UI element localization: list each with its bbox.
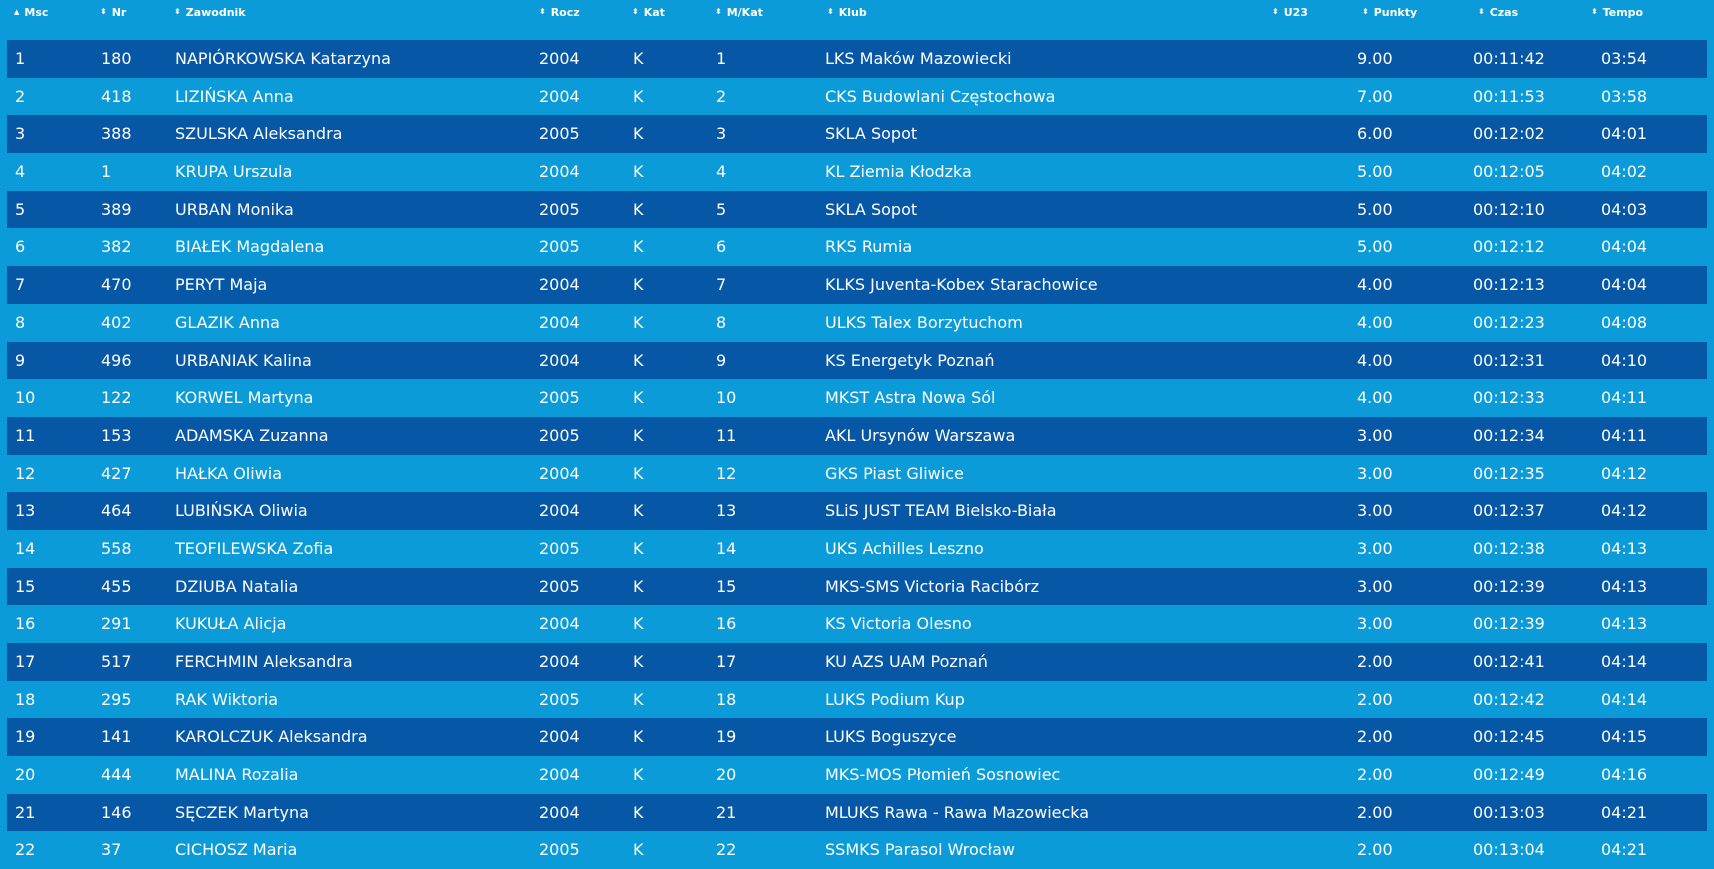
header-rocz-label: Rocz xyxy=(550,5,580,19)
time-cell: 00:12:41 xyxy=(1473,652,1545,671)
header-tempo[interactable] xyxy=(1591,4,1643,20)
sort-ascending-icon: ▲ xyxy=(14,7,20,16)
sort-icon: ⬍ xyxy=(100,7,107,16)
results-table xyxy=(7,40,1707,869)
bib-number-cell: 470 xyxy=(101,275,132,295)
points-cell: 3.00 xyxy=(1357,425,1393,445)
table-row[interactable] xyxy=(7,568,1707,606)
category-cell: K xyxy=(633,614,644,634)
points-cell: 6.00 xyxy=(1357,124,1393,144)
birth-year-cell: 2004 xyxy=(539,501,580,521)
category-cell: K xyxy=(633,689,644,709)
table-row[interactable] xyxy=(7,455,1707,493)
athlete-name-cell: HAŁKA Oliwia xyxy=(175,463,283,483)
header-czas-label: Czas xyxy=(1489,5,1519,19)
athlete-name-cell: SĘCZEK Martyna xyxy=(175,802,309,822)
category-place-cell: 2 xyxy=(716,86,727,106)
table-row[interactable] xyxy=(7,115,1707,153)
pace-cell: 04:02 xyxy=(1601,162,1648,182)
category-cell: K xyxy=(633,350,644,370)
table-row[interactable] xyxy=(7,831,1707,869)
pace-cell: 04:13 xyxy=(1601,538,1648,558)
pace-cell: 04:03 xyxy=(1601,199,1648,219)
place-cell: 3 xyxy=(15,124,26,144)
header-tempo-label: Tempo xyxy=(1602,5,1644,19)
bib-number-cell: 427 xyxy=(101,463,132,483)
pace-cell: 04:11 xyxy=(1601,425,1648,445)
bib-number-cell: 295 xyxy=(101,689,132,709)
time-cell: 00:12:23 xyxy=(1473,312,1545,332)
birth-year-cell: 2004 xyxy=(539,275,580,295)
table-row[interactable] xyxy=(7,379,1707,417)
points-cell: 2.00 xyxy=(1357,727,1393,747)
bib-number-cell: 122 xyxy=(101,388,132,408)
time-cell: 00:12:02 xyxy=(1473,124,1545,144)
category-place-cell: 7 xyxy=(716,275,727,295)
bib-number-cell: 37 xyxy=(101,840,122,860)
category-cell: K xyxy=(633,162,644,182)
athlete-name-cell: BIAŁEK Magdalena xyxy=(175,237,325,257)
category-cell: K xyxy=(633,538,644,558)
points-cell: 3.00 xyxy=(1357,614,1393,634)
table-row[interactable] xyxy=(7,266,1707,304)
sort-icon: ⬍ xyxy=(827,7,834,16)
header-mkat-label: M/Kat xyxy=(726,5,763,19)
table-row[interactable] xyxy=(7,78,1707,116)
athlete-name-cell: KUKUŁA Alicja xyxy=(175,614,287,634)
header-kat-label: Kat xyxy=(643,5,665,19)
category-place-cell: 22 xyxy=(716,840,737,860)
category-cell: K xyxy=(633,802,644,822)
points-cell: 3.00 xyxy=(1357,501,1393,521)
category-cell: K xyxy=(633,463,644,483)
birth-year-cell: 2005 xyxy=(539,237,580,257)
table-row[interactable] xyxy=(7,40,1707,78)
points-cell: 2.00 xyxy=(1357,840,1393,860)
club-cell: MKST Astra Nowa Sól xyxy=(825,388,996,408)
category-cell: K xyxy=(633,237,644,257)
time-cell: 00:13:03 xyxy=(1473,802,1545,822)
pace-cell: 04:21 xyxy=(1601,840,1648,860)
athlete-name-cell: DZIUBA Natalia xyxy=(175,576,299,596)
sort-icon: ⬍ xyxy=(1362,7,1369,16)
header-rocz[interactable] xyxy=(539,4,580,20)
category-place-cell: 5 xyxy=(716,199,727,219)
time-cell: 00:12:35 xyxy=(1473,463,1545,483)
category-cell: K xyxy=(633,765,644,785)
category-place-cell: 19 xyxy=(716,727,737,747)
header-u23-label: U23 xyxy=(1283,5,1308,19)
birth-year-cell: 2004 xyxy=(539,652,580,671)
points-cell: 4.00 xyxy=(1357,275,1393,295)
time-cell: 00:12:10 xyxy=(1473,199,1545,219)
table-row[interactable] xyxy=(7,756,1707,794)
place-cell: 1 xyxy=(15,49,26,68)
birth-year-cell: 2004 xyxy=(539,727,580,747)
time-cell: 00:12:37 xyxy=(1473,501,1545,521)
bib-number-cell: 402 xyxy=(101,312,132,332)
points-cell: 3.00 xyxy=(1357,576,1393,596)
club-cell: MKS-SMS Victoria Racibórz xyxy=(825,576,1039,596)
table-row[interactable] xyxy=(7,228,1707,266)
points-cell: 2.00 xyxy=(1357,652,1393,671)
time-cell: 00:12:39 xyxy=(1473,614,1545,634)
bib-number-cell: 389 xyxy=(101,199,132,219)
pace-cell: 04:04 xyxy=(1601,237,1648,257)
club-cell: RKS Rumia xyxy=(825,237,913,257)
pace-cell: 04:14 xyxy=(1601,652,1648,671)
category-place-cell: 20 xyxy=(716,765,737,785)
birth-year-cell: 2004 xyxy=(539,614,580,634)
club-cell: KL Ziemia Kłodzka xyxy=(825,162,972,182)
pace-cell: 04:13 xyxy=(1601,614,1648,634)
table-row[interactable] xyxy=(7,417,1707,455)
birth-year-cell: 2004 xyxy=(539,49,580,68)
time-cell: 00:12:34 xyxy=(1473,425,1545,445)
birth-year-cell: 2005 xyxy=(539,388,580,408)
time-cell: 00:12:38 xyxy=(1473,538,1545,558)
points-cell: 2.00 xyxy=(1357,689,1393,709)
category-cell: K xyxy=(633,86,644,106)
pace-cell: 04:13 xyxy=(1601,576,1648,596)
points-cell: 2.00 xyxy=(1357,802,1393,822)
category-place-cell: 12 xyxy=(716,463,737,483)
category-place-cell: 11 xyxy=(716,425,737,445)
birth-year-cell: 2005 xyxy=(539,199,580,219)
bib-number-cell: 558 xyxy=(101,538,132,558)
birth-year-cell: 2005 xyxy=(539,124,580,144)
time-cell: 00:12:49 xyxy=(1473,765,1545,785)
time-cell: 00:12:45 xyxy=(1473,727,1545,747)
athlete-name-cell: KORWEL Martyna xyxy=(175,388,314,408)
category-place-cell: 10 xyxy=(716,388,737,408)
athlete-name-cell: KAROLCZUK Aleksandra xyxy=(175,727,368,747)
bib-number-cell: 517 xyxy=(101,652,132,671)
place-cell: 9 xyxy=(15,350,26,370)
place-cell: 16 xyxy=(15,614,36,634)
pace-cell: 04:04 xyxy=(1601,275,1648,295)
category-place-cell: 16 xyxy=(716,614,737,634)
club-cell: MKS-MOS Płomień Sosnowiec xyxy=(825,765,1061,785)
place-cell: 4 xyxy=(15,162,26,182)
bib-number-cell: 382 xyxy=(101,237,132,257)
pace-cell: 03:54 xyxy=(1601,49,1648,68)
place-cell: 8 xyxy=(15,312,26,332)
points-cell: 9.00 xyxy=(1357,49,1393,68)
athlete-name-cell: TEOFILEWSKA Zofia xyxy=(175,538,334,558)
pace-cell: 03:58 xyxy=(1601,86,1648,106)
category-place-cell: 14 xyxy=(716,538,737,558)
athlete-name-cell: CICHOSZ Maria xyxy=(175,840,298,860)
category-cell: K xyxy=(633,840,644,860)
points-cell: 4.00 xyxy=(1357,350,1393,370)
birth-year-cell: 2005 xyxy=(539,689,580,709)
club-cell: KS Energetyk Poznań xyxy=(825,350,995,370)
points-cell: 2.00 xyxy=(1357,765,1393,785)
place-cell: 12 xyxy=(15,463,36,483)
bib-number-cell: 291 xyxy=(101,614,132,634)
header-punkty[interactable] xyxy=(1362,4,1417,20)
place-cell: 10 xyxy=(15,388,36,408)
header-nr-label: Nr xyxy=(111,5,127,19)
category-cell: K xyxy=(633,425,644,445)
bib-number-cell: 153 xyxy=(101,425,132,445)
birth-year-cell: 2004 xyxy=(539,765,580,785)
pace-cell: 04:10 xyxy=(1601,350,1648,370)
athlete-name-cell: URBANIAK Kalina xyxy=(175,350,312,370)
table-row[interactable] xyxy=(7,681,1707,719)
bib-number-cell: 418 xyxy=(101,86,132,106)
club-cell: ULKS Talex Borzytuchom xyxy=(825,312,1023,332)
header-kat[interactable] xyxy=(632,4,665,20)
points-cell: 4.00 xyxy=(1357,312,1393,332)
club-cell: KLKS Juventa-Kobex Starachowice xyxy=(825,275,1098,295)
category-place-cell: 4 xyxy=(716,162,727,182)
table-row[interactable] xyxy=(7,191,1707,229)
sort-icon: ⬍ xyxy=(1591,7,1598,16)
sort-icon: ⬍ xyxy=(632,7,639,16)
pace-cell: 04:14 xyxy=(1601,689,1648,709)
time-cell: 00:12:31 xyxy=(1473,350,1545,370)
category-cell: K xyxy=(633,501,644,521)
athlete-name-cell: FERCHMIN Aleksandra xyxy=(175,652,353,671)
club-cell: SLiS JUST TEAM Bielsko-Biała xyxy=(825,501,1057,521)
club-cell: LUKS Boguszyce xyxy=(825,727,957,747)
club-cell: CKS Budowlani Częstochowa xyxy=(825,86,1056,106)
athlete-name-cell: LUBIŃSKA Oliwia xyxy=(175,501,308,521)
table-header xyxy=(0,0,1714,32)
place-cell: 5 xyxy=(15,199,26,219)
club-cell: SKLA Sopot xyxy=(825,124,918,144)
pace-cell: 04:01 xyxy=(1601,124,1648,144)
pace-cell: 04:12 xyxy=(1601,501,1648,521)
header-mkat[interactable] xyxy=(715,4,763,20)
points-cell: 7.00 xyxy=(1357,86,1393,106)
sort-icon: ⬍ xyxy=(539,7,546,16)
category-place-cell: 17 xyxy=(716,652,737,671)
header-msc-label: Msc xyxy=(24,5,49,19)
table-row[interactable] xyxy=(7,342,1707,380)
pace-cell: 04:15 xyxy=(1601,727,1648,747)
birth-year-cell: 2004 xyxy=(539,162,580,182)
bib-number-cell: 388 xyxy=(101,124,132,144)
pace-cell: 04:11 xyxy=(1601,388,1648,408)
club-cell: MLUKS Rawa - Rawa Mazowiecka xyxy=(825,802,1090,822)
place-cell: 19 xyxy=(15,727,36,747)
pace-cell: 04:08 xyxy=(1601,312,1648,332)
bib-number-cell: 146 xyxy=(101,802,132,822)
club-cell: GKS Piast Gliwice xyxy=(825,463,964,483)
bib-number-cell: 496 xyxy=(101,350,132,370)
category-cell: K xyxy=(633,652,644,671)
table-row[interactable] xyxy=(7,304,1707,342)
birth-year-cell: 2004 xyxy=(539,463,580,483)
club-cell: KS Victoria Olesno xyxy=(825,614,972,634)
category-cell: K xyxy=(633,275,644,295)
time-cell: 00:12:42 xyxy=(1473,689,1545,709)
table-row[interactable] xyxy=(7,605,1707,643)
club-cell: SKLA Sopot xyxy=(825,199,918,219)
birth-year-cell: 2004 xyxy=(539,802,580,822)
sort-icon: ⬍ xyxy=(174,7,181,16)
birth-year-cell: 2004 xyxy=(539,312,580,332)
header-czas[interactable] xyxy=(1478,4,1518,20)
birth-year-cell: 2005 xyxy=(539,576,580,596)
table-row[interactable] xyxy=(7,492,1707,530)
sort-icon: ⬍ xyxy=(1272,7,1279,16)
points-cell: 4.00 xyxy=(1357,388,1393,408)
birth-year-cell: 2004 xyxy=(539,350,580,370)
club-cell: AKL Ursynów Warszawa xyxy=(825,425,1016,445)
athlete-name-cell: URBAN Monika xyxy=(175,199,294,219)
bib-number-cell: 141 xyxy=(101,727,132,747)
category-place-cell: 9 xyxy=(716,350,727,370)
club-cell: UKS Achilles Leszno xyxy=(825,538,984,558)
category-place-cell: 3 xyxy=(716,124,727,144)
place-cell: 11 xyxy=(15,425,36,445)
category-place-cell: 13 xyxy=(716,501,737,521)
header-punkty-label: Punkty xyxy=(1373,5,1418,19)
points-cell: 5.00 xyxy=(1357,199,1393,219)
header-klub-label: Klub xyxy=(838,5,867,19)
bib-number-cell: 455 xyxy=(101,576,132,596)
sort-icon: ⬍ xyxy=(715,7,722,16)
category-place-cell: 8 xyxy=(716,312,727,332)
header-nr[interactable] xyxy=(100,4,126,20)
place-cell: 22 xyxy=(15,840,36,860)
header-msc[interactable] xyxy=(14,4,48,20)
athlete-name-cell: RAK Wiktoria xyxy=(175,689,279,709)
place-cell: 20 xyxy=(15,765,36,785)
athlete-name-cell: ADAMSKA Zuzanna xyxy=(175,425,329,445)
athlete-name-cell: GLAZIK Anna xyxy=(175,312,280,332)
table-row[interactable] xyxy=(7,794,1707,832)
birth-year-cell: 2005 xyxy=(539,840,580,860)
club-cell: KU AZS UAM Poznań xyxy=(825,652,988,671)
place-cell: 18 xyxy=(15,689,36,709)
table-row[interactable] xyxy=(7,530,1707,568)
bib-number-cell: 444 xyxy=(101,765,132,785)
place-cell: 21 xyxy=(15,802,36,822)
category-place-cell: 21 xyxy=(716,802,737,822)
place-cell: 2 xyxy=(15,86,26,106)
athlete-name-cell: KRUPA Urszula xyxy=(175,162,293,182)
place-cell: 14 xyxy=(15,538,36,558)
club-cell: LUKS Podium Kup xyxy=(825,689,965,709)
club-cell: SSMKS Parasol Wrocław xyxy=(825,840,1015,860)
athlete-name-cell: SZULSKA Aleksandra xyxy=(175,124,343,144)
bib-number-cell: 180 xyxy=(101,49,132,68)
pace-cell: 04:21 xyxy=(1601,802,1648,822)
time-cell: 00:12:05 xyxy=(1473,162,1545,182)
birth-year-cell: 2005 xyxy=(539,538,580,558)
points-cell: 3.00 xyxy=(1357,463,1393,483)
category-cell: K xyxy=(633,199,644,219)
athlete-name-cell: LIZIŃSKA Anna xyxy=(175,86,294,106)
birth-year-cell: 2005 xyxy=(539,425,580,445)
athlete-name-cell: MALINA Rozalia xyxy=(175,765,299,785)
bib-number-cell: 464 xyxy=(101,501,132,521)
place-cell: 13 xyxy=(15,501,36,521)
category-cell: K xyxy=(633,727,644,747)
category-cell: K xyxy=(633,124,644,144)
time-cell: 00:11:53 xyxy=(1473,86,1545,106)
athlete-name-cell: NAPIÓRKOWSKA Katarzyna xyxy=(175,49,391,68)
place-cell: 15 xyxy=(15,576,36,596)
category-place-cell: 18 xyxy=(716,689,737,709)
athlete-name-cell: PERYT Maja xyxy=(175,275,268,295)
sort-icon: ⬍ xyxy=(1478,7,1485,16)
table-row[interactable] xyxy=(7,153,1707,191)
time-cell: 00:11:42 xyxy=(1473,49,1545,68)
category-place-cell: 15 xyxy=(716,576,737,596)
header-zawodnik-label: Zawodnik xyxy=(185,5,246,19)
header-u23[interactable] xyxy=(1272,4,1308,20)
table-row[interactable] xyxy=(7,643,1707,681)
time-cell: 00:13:04 xyxy=(1473,840,1545,860)
bib-number-cell: 1 xyxy=(101,162,112,182)
category-place-cell: 6 xyxy=(716,237,727,257)
time-cell: 00:12:39 xyxy=(1473,576,1545,596)
table-row[interactable] xyxy=(7,718,1707,756)
header-klub[interactable] xyxy=(827,4,867,20)
place-cell: 6 xyxy=(15,237,26,257)
time-cell: 00:12:13 xyxy=(1473,275,1545,295)
category-cell: K xyxy=(633,312,644,332)
header-zawodnik[interactable] xyxy=(174,4,246,20)
time-cell: 00:12:12 xyxy=(1473,237,1545,257)
points-cell: 5.00 xyxy=(1357,162,1393,182)
points-cell: 3.00 xyxy=(1357,538,1393,558)
pace-cell: 04:12 xyxy=(1601,463,1648,483)
category-cell: K xyxy=(633,49,644,68)
category-place-cell: 1 xyxy=(716,49,727,68)
club-cell: LKS Maków Mazowiecki xyxy=(825,49,1012,68)
place-cell: 17 xyxy=(15,652,36,671)
points-cell: 5.00 xyxy=(1357,237,1393,257)
place-cell: 7 xyxy=(15,275,26,295)
category-cell: K xyxy=(633,576,644,596)
category-cell: K xyxy=(633,388,644,408)
birth-year-cell: 2004 xyxy=(539,86,580,106)
pace-cell: 04:16 xyxy=(1601,765,1648,785)
time-cell: 00:12:33 xyxy=(1473,388,1545,408)
